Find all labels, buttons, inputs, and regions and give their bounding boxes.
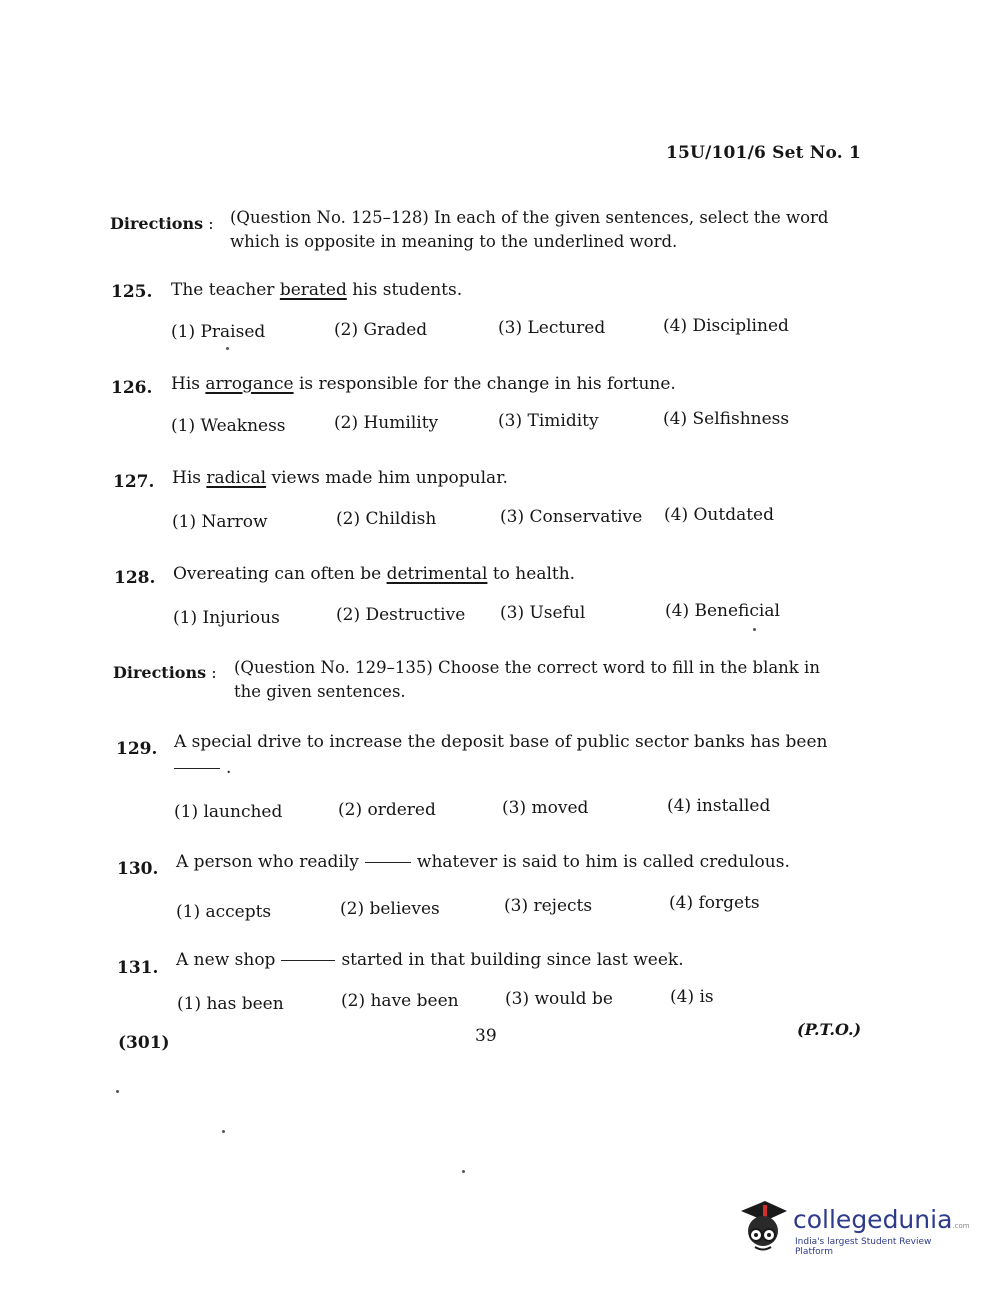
question-text: His arrogance is responsible for the change in his fortune.	[171, 374, 676, 394]
option-2: (2) Humility	[334, 413, 439, 433]
directions-text-line2: the given sentences.	[234, 682, 406, 701]
brand-tagline: India's largest Student Review Platform	[795, 1237, 932, 1257]
option-4: (4) Beneficial	[665, 601, 780, 621]
option-4: (4) is	[670, 987, 714, 1007]
question-text: Overeating can often be detrimental to health.	[173, 564, 576, 584]
underlined-word: radical	[206, 468, 267, 488]
option-3: (3) Useful	[500, 603, 586, 623]
question-text: The teacher berated his students.	[171, 280, 463, 300]
option-1: (1) Weakness	[171, 416, 286, 436]
option-1: (1) Praised	[171, 322, 266, 342]
option-3: (3) Conservative	[500, 507, 643, 527]
option-3: (3) rejects	[504, 896, 593, 916]
option-2: (2) Graded	[334, 320, 428, 340]
question-number: 126.	[111, 378, 153, 398]
option-2: (2) Childish	[336, 509, 437, 529]
question-number: 127.	[113, 472, 155, 492]
question-number: 129.	[116, 739, 158, 759]
option-3: (3) Lectured	[498, 318, 606, 338]
directions-text: (Question No. 129–135) Choose the correct word to fill in the blank in	[234, 658, 820, 677]
mascot-icon	[735, 1195, 791, 1255]
option-1: (1) has been	[177, 994, 284, 1014]
option-2: (2) believes	[340, 899, 440, 919]
set-code: 15U/101/6 Set No. 1	[666, 143, 862, 163]
option-4: (4) forgets	[669, 893, 760, 913]
option-4: (4) Selfishness	[663, 409, 790, 429]
option-1: (1) Narrow	[172, 512, 268, 532]
option-2: (2) have been	[341, 991, 459, 1011]
option-4: (4) installed	[667, 796, 771, 816]
option-1: (1) launched	[174, 802, 283, 822]
directions-label: Directions :	[110, 214, 214, 233]
option-3: (3) would be	[505, 989, 613, 1009]
question-text: A person who readily whatever is said to him is called credulous.	[176, 852, 790, 872]
directions-text-line2: which is opposite in meaning to the underlined word.	[230, 232, 678, 251]
option-2: (2) ordered	[338, 800, 436, 820]
directions-text: (Question No. 125–128) In each of the given sentences, select the word	[230, 208, 829, 227]
underlined-word: berated	[279, 280, 347, 300]
pto-note: (P.T.O.)	[797, 1020, 862, 1039]
page-number: 39	[475, 1026, 497, 1046]
question-text: A special drive to increase the deposit base of public sector banks has been	[174, 732, 828, 752]
question-number: 130.	[117, 859, 159, 879]
question-text: A new shop started in that building since last week.	[176, 950, 684, 970]
option-2: (2) Destructive	[336, 605, 466, 625]
question-number: 125.	[111, 282, 153, 302]
question-text-line2: .	[174, 758, 231, 778]
option-4: (4) Disciplined	[663, 316, 789, 336]
blank-line	[281, 960, 335, 961]
question-text: His radical views made him unpopular.	[172, 468, 508, 488]
question-number: 128.	[114, 568, 156, 588]
underlined-word: detrimental	[386, 564, 488, 584]
blank-line	[174, 768, 220, 769]
option-3: (3) Timidity	[498, 411, 599, 431]
blank-line	[365, 862, 411, 863]
collegedunia-logo	[735, 1195, 970, 1265]
directions-label: Directions :	[113, 663, 217, 682]
underlined-word: arrogance	[205, 374, 294, 394]
option-4: (4) Outdated	[664, 505, 774, 525]
option-1: (1) accepts	[176, 902, 272, 922]
option-3: (3) moved	[502, 798, 589, 818]
question-number: 131.	[117, 958, 159, 978]
paper-code: (301)	[118, 1033, 170, 1053]
option-1: (1) Injurious	[173, 608, 280, 628]
brand-name: collegedunia.com	[793, 1205, 970, 1234]
